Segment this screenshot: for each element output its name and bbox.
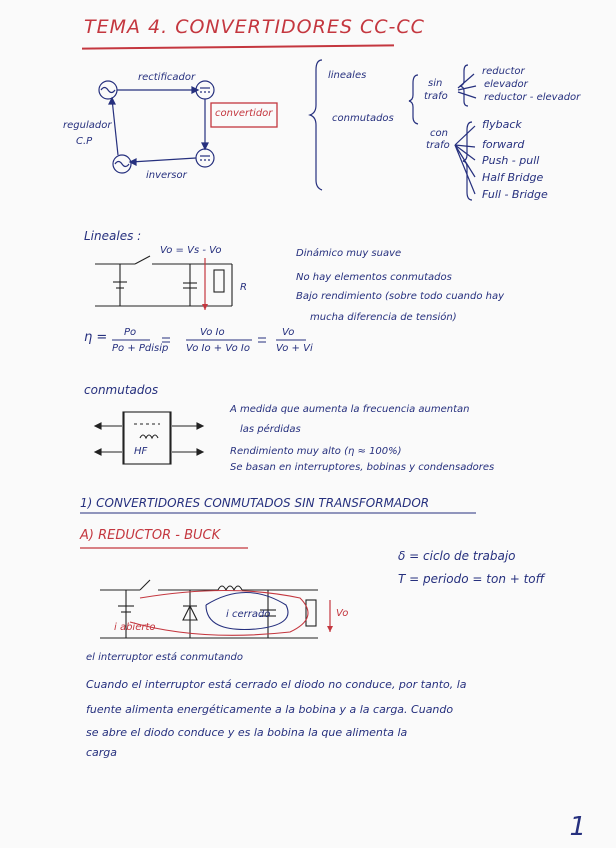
buck-icarga-label: i abierto (114, 622, 156, 633)
lineales-bullet-2: Bajo rendimiento (sobre todo cuando hay (296, 291, 505, 302)
paragraph-line-0: Cuando el interruptor está cerrado el diodo no conduce, por tanto, la (86, 678, 467, 691)
section-1-heading: 1) CONVERTIDORES CONMUTADOS SIN TRANSFORMADOR (80, 496, 430, 510)
page-title: TEMA 4. CONVERTIDORES CC-CC (84, 16, 425, 38)
eq1-num: Po (124, 327, 137, 338)
section-a-heading: A) REDUCTOR - BUCK (80, 528, 221, 543)
conmutados-bullet-3: Se basan en interruptores, bobinas y condensadores (230, 462, 495, 473)
main-brace (310, 60, 322, 190)
ac-wave (101, 88, 115, 93)
label-cp: C.P (76, 136, 93, 147)
tree-con-item-1: forward (482, 138, 525, 151)
eq3-num: Vo (282, 327, 295, 338)
eq1-den: Po + Pdisip (112, 343, 169, 354)
eq2-den: Vo Io + Vo Io (186, 343, 250, 354)
tree-lineales: lineales (328, 70, 367, 81)
definition-T: T = periodo = ton + toff (398, 572, 545, 586)
conmutados-bullet-0: A medida que aumenta la frecuencia aumentan (230, 404, 470, 415)
lineales-bullet-1: No hay elementos conmutados (296, 272, 452, 283)
paragraph-line-3: carga (86, 746, 118, 759)
tree-con-item-3: Half Bridge (482, 171, 544, 184)
lineales-load-label: R (240, 282, 247, 293)
tree-sin-2: trafo (424, 91, 448, 102)
label-regulador: regulador (63, 120, 112, 131)
buck-iabierto-label: i cerrado (226, 609, 271, 620)
tree-sin-item-2: reductor - elevador (484, 92, 581, 103)
conmutados-bullet-1: las pérdidas (240, 424, 301, 435)
conm-brace (409, 75, 418, 124)
linear-regulator-circuit (95, 256, 232, 306)
paragraph-line-2: se abre el diodo conduce y es la bobina la que alimenta la (86, 726, 408, 739)
label-convertidor: convertidor (215, 108, 273, 119)
tree-con-item-4: Full - Bridge (482, 188, 548, 201)
lineales-bullet-3: mucha diferencia de tensión) (310, 312, 457, 323)
tree-con-item-0: flyback (482, 118, 522, 131)
label-inversor: inversor (146, 170, 187, 181)
tree-con-2: trafo (426, 140, 450, 151)
paragraph-heading: el interruptor está conmutando (86, 652, 244, 663)
tree-con-1: con (430, 128, 448, 139)
icarga-loop (130, 591, 308, 636)
switching-block (95, 412, 203, 464)
lineales-bullet-0: Dinámico muy suave (296, 248, 402, 259)
lineales-heading: Lineales : (84, 229, 142, 243)
conmutados-bullet-2: Rendimiento muy alto (η ≈ 100%) (230, 446, 402, 457)
paragraph-line-1: fuente alimenta energéticamente a la bobina y a la carga. Cuando (86, 703, 454, 716)
definition-delta: δ = ciclo de trabajo (398, 549, 516, 563)
tree-conmutados: conmutados (332, 113, 394, 124)
tree-sin-item-1: elevador (484, 79, 528, 90)
label-rectificador: rectificador (138, 72, 196, 83)
conmutados-heading: conmutados (84, 383, 159, 397)
eta-symbol: η = (84, 330, 108, 345)
hf-label: HF (134, 446, 148, 457)
lineales-circuit-label: Vo = Vs - Vo (160, 245, 222, 256)
tree-con-item-2: Push - pull (482, 154, 540, 167)
buck-vo-label: Vo (336, 608, 349, 619)
eq2-num: Vo Io (200, 327, 225, 338)
eq3-den: Vo + Vi (276, 343, 313, 354)
tree-sin-item-0: reductor (482, 66, 525, 77)
tree-sin-1: sin (428, 78, 443, 89)
page-number: 1 (569, 812, 586, 842)
dc-node-bottom (196, 149, 214, 167)
